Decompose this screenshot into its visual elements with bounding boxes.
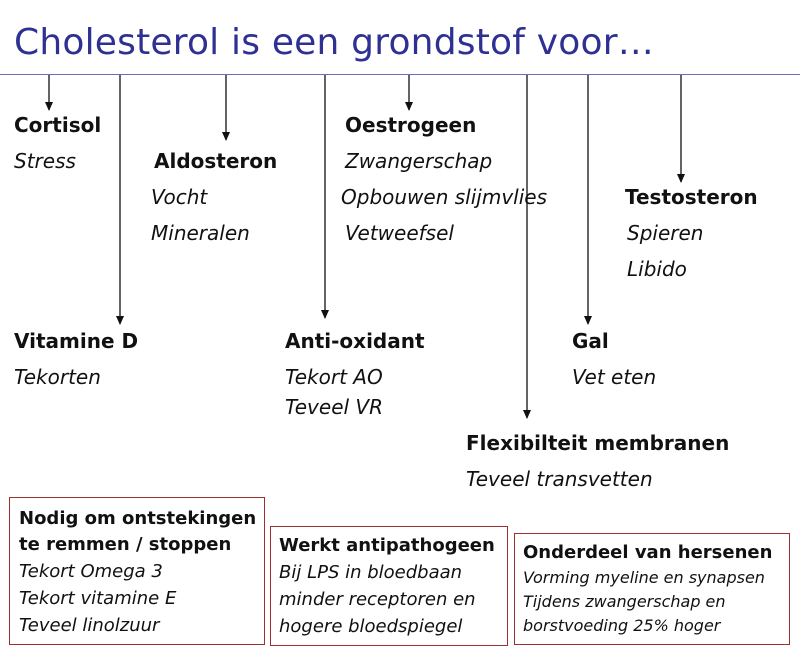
node-gal-item: Vet eten [572,365,657,389]
node-anti-oxidant-item: Teveel VR [285,395,383,419]
box-line: Tekort vitamine E [19,588,177,609]
node-vitamine-d: Vitamine D [14,329,139,353]
box-ontstekingen [9,497,265,645]
node-oestrogeen-item: Opbouwen slijmvlies [341,185,547,209]
node-oestrogeen-item: Vetweefsel [345,221,454,245]
box-heading: Onderdeel van hersenen [523,542,773,563]
node-testosteron-item: Spieren [627,221,704,245]
node-gal: Gal [572,329,609,353]
node-testosteron-item: Libido [627,257,687,281]
node-aldosteron-item: Mineralen [151,221,250,245]
box-line: Vorming myeline en synapsen [523,568,765,587]
node-flexibiliteit: Flexibilteit membranen [466,431,730,455]
box-line: minder receptoren en [279,589,476,610]
node-anti-oxidant-item: Tekort AO [285,365,383,389]
node-oestrogeen-item: Zwangerschap [345,149,493,173]
node-vitamine-d-item: Tekorten [14,365,101,389]
node-aldosteron-item: Vocht [151,185,208,209]
box-heading: te remmen / stoppen [19,534,232,555]
box-heading: Nodig om ontstekingen [19,508,257,529]
node-flexibiliteit-item: Teveel transvetten [466,467,653,491]
box-antipathogeen [270,526,508,646]
node-anti-oxidant: Anti-oxidant [285,329,425,353]
node-testosteron: Testosteron [625,185,758,209]
node-oestrogeen: Oestrogeen [345,113,477,137]
node-aldosteron: Aldosteron [154,149,278,173]
box-hersenen [514,533,790,645]
box-line: hogere bloedspiegel [279,616,463,637]
node-cortisol: Cortisol [14,113,102,137]
box-heading: Werkt antipathogeen [279,535,495,556]
box-line: Tekort Omega 3 [19,561,163,582]
node-cortisol-item: Stress [14,149,76,173]
page-title: Cholesterol is een grondstof voor… [14,22,654,63]
box-line: Tijdens zwangerschap en [523,592,726,611]
box-line: borstvoeding 25% hoger [523,616,721,635]
box-line: Teveel linolzuur [19,615,160,636]
box-line: Bij LPS in bloedbaan [279,562,463,583]
